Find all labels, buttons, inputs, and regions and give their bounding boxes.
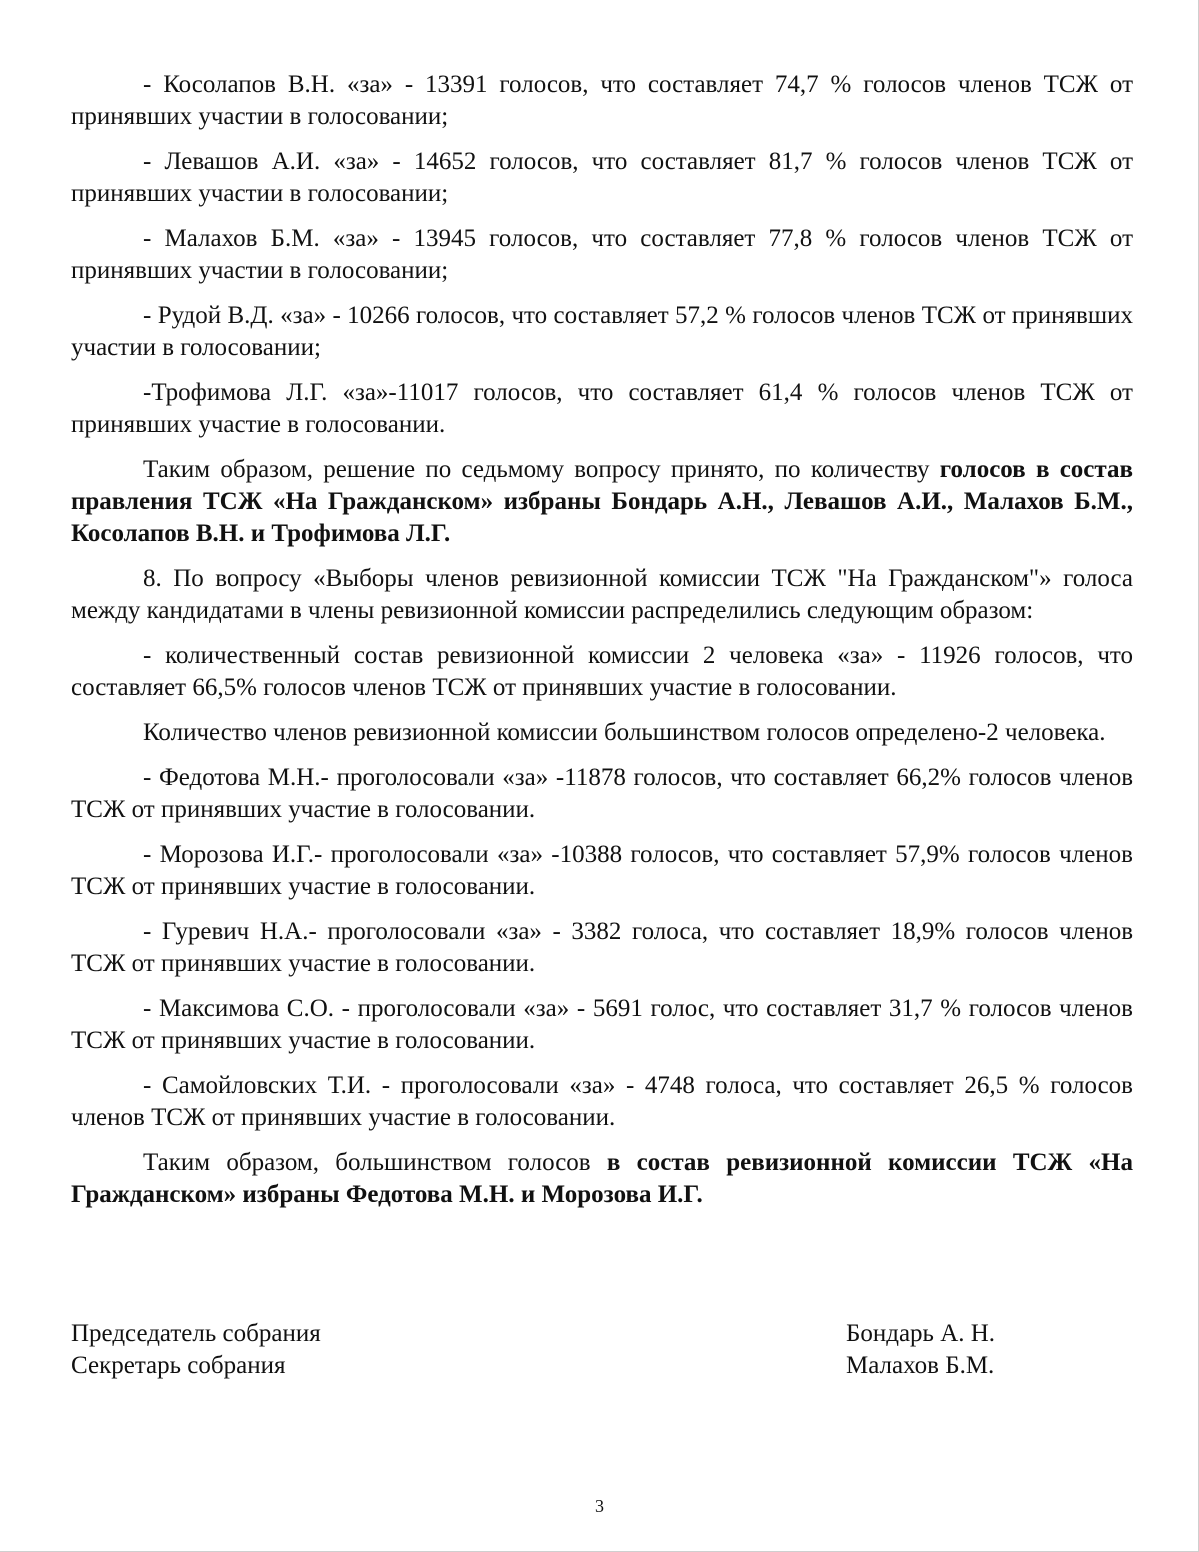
- signature-role: Секретарь собрания: [71, 1352, 286, 1379]
- vote-result-trofimova: [71, 377, 1133, 441]
- paragraph-text: - количественный состав ревизионной комиссии 2 человека «за» - 11926 голосов, что составляет 66,5% голосов членов ТСЖ от принявших участие в голосовании.: [71, 642, 1133, 701]
- vote-result-kosolapov: [71, 69, 1133, 133]
- vote-result-rudoy: [71, 300, 1133, 364]
- paragraph-text: Таким образом, большинством голосов: [143, 1149, 607, 1176]
- signature-row-chair: [71, 1318, 1133, 1350]
- paragraph-text: - Рудой В.Д. «за» - 10266 голосов, что составляет 57,2 % голосов членов ТСЖ от принявших участии в голосовании;: [71, 302, 1133, 361]
- paragraph-text: - Малахов Б.М. «за» - 13945 голосов, что составляет 77,8 % голосов членов ТСЖ от принявших участии в голосовании;: [71, 225, 1133, 284]
- signature-row-secretary: [71, 1350, 1133, 1382]
- paragraph-text: Таким образом, решение по седьмому вопросу принято, по количеству: [143, 456, 940, 483]
- vote-result-levashov: [71, 146, 1133, 210]
- page-number: 3: [595, 1496, 604, 1516]
- question-8-conclusion: [71, 1147, 1133, 1211]
- signature-name: Бондарь А. Н.: [846, 1320, 996, 1347]
- paragraph-text: -Трофимова Л.Г. «за»-11017 голосов, что составляет 61,4 % голосов членов ТСЖ от принявших участие в голосовании.: [71, 379, 1133, 438]
- paragraph-text: - Косолапов В.Н. «за» - 13391 голосов, что составляет 74,7 % голосов членов ТСЖ от принявших участии в голосовании;: [71, 71, 1133, 130]
- paragraph-text: - Максимова С.О. - проголосовали «за» - 5691 голос, что составляет 31,7 % голосов членов ТСЖ от принявших участие в голосовании.: [71, 995, 1133, 1054]
- paragraph-text: - Морозова И.Г.- проголосовали «за» -10388 голосов, что составляет 57,9% голосов членов ТСЖ от принявших участие в голосовании.: [71, 841, 1133, 900]
- document-body: [71, 69, 1133, 1224]
- signature-role: Председатель собрания: [71, 1320, 321, 1347]
- paragraph-text: - Федотова М.Н.- проголосовали «за» -11878 голосов, что составляет 66,2% голосов членов ТСЖ от принявших участие в голосовании.: [71, 764, 1133, 823]
- vote-result-maksimova: [71, 993, 1133, 1057]
- paragraph-text: Количество членов ревизионной комиссии большинством голосов определено-2 человека.: [143, 719, 1106, 746]
- paragraph-text: 8. По вопросу «Выборы членов ревизионной комиссии ТСЖ "На Гражданском"» голоса между кандидатами в члены ревизионной комиссии распределились следующим образом:: [71, 565, 1133, 624]
- vote-result-gurevich: [71, 916, 1133, 980]
- question-8-intro: [71, 563, 1133, 627]
- paragraph-text: - Самойловских Т.И. - проголосовали «за» - 4748 голоса, что составляет 26,5 % голосов членов ТСЖ от принявших участие в голосовании.: [71, 1072, 1133, 1131]
- vote-result-samoylovskikh: [71, 1070, 1133, 1134]
- vote-result-morozova: [71, 839, 1133, 903]
- paragraph-text: - Гуревич Н.А.- проголосовали «за» - 3382 голоса, что составляет 18,9% голосов членов ТСЖ от принявших участие в голосовании.: [71, 918, 1133, 977]
- vote-result-fedotova: [71, 762, 1133, 826]
- signature-block: [71, 1318, 1133, 1382]
- audit-commission-size-vote: [71, 640, 1133, 704]
- vote-result-malakhov: [71, 223, 1133, 287]
- question-7-conclusion: [71, 454, 1133, 550]
- paragraph-bold-text: в состав ревизионной комиссии ТСЖ «На Гражданском» избраны Федотова М.Н. и Морозова И.Г.: [71, 1149, 1133, 1208]
- paragraph-bold-text: голосов в состав правления ТСЖ «На Гражданском» избраны Бондарь А.Н., Левашов А.И., Малахов Б.М., Косолапов В.Н. и Трофимова Л.Г.: [71, 456, 1133, 547]
- audit-commission-size-result: [71, 717, 1133, 749]
- signature-name: Малахов Б.М.: [846, 1352, 995, 1379]
- paragraph-text: - Левашов А.И. «за» - 14652 голосов, что составляет 81,7 % голосов членов ТСЖ от принявших участии в голосовании;: [71, 148, 1133, 207]
